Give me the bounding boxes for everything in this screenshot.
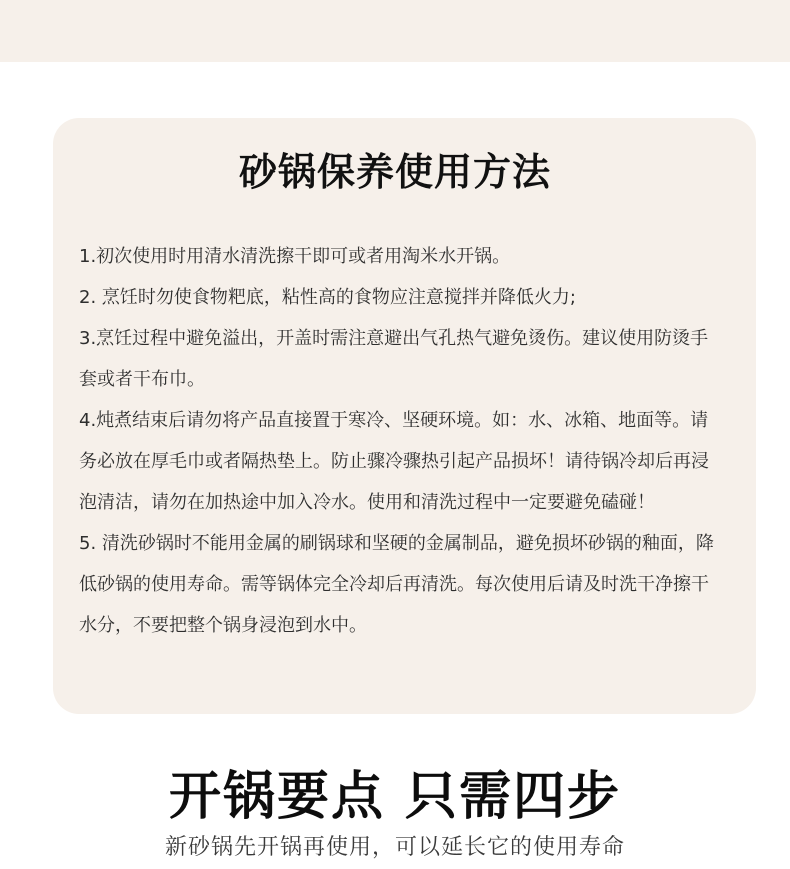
section-subline: 新砂锅先开锅再使用，可以延长它的使用寿命 — [164, 835, 625, 860]
step-item-4: 4.炖煮结束后请勿将产品直接置于寒冷、坚硬环境。如：水、冰箱、地面等。请务必放在厚毛巾或者隔热垫上。防止骤冷骤热引起产品损坏！请待锅冷却后再浸泡清洁，请勿在加热途中加入冷水。使用和清洗过程中一定要避免磕碰！ — [79, 410, 709, 513]
step-item-1: 1.初次使用时用清水清洗擦干即可或者用淘米水开锅。 — [79, 246, 511, 267]
step-item-2: 2. 烹饪时勿使食物粑底，粘性高的食物应注意搅拌并降低火力; — [79, 287, 576, 308]
care-steps-list — [79, 236, 724, 646]
section-headline: 开锅要点 只需四步 — [168, 767, 622, 827]
top-banner-band — [0, 0, 790, 62]
step-item-3: 3.烹饪过程中避免溢出，开盖时需注意避出气孔热气避免烫伤。建议使用防烫手套或者干布巾。 — [79, 328, 709, 390]
step-item-5: 5. 清洗砂锅时不能用金属的刷锅球和坚硬的金属制品，避免损坏砂锅的釉面，降低砂锅的使用寿命。需等锅体完全冷却后再清洗。每次使用后请及时洗干净擦干水分，不要把整个锅身浸泡到水中。 — [79, 533, 714, 636]
card-title: 砂锅保养使用方法 — [238, 150, 551, 194]
